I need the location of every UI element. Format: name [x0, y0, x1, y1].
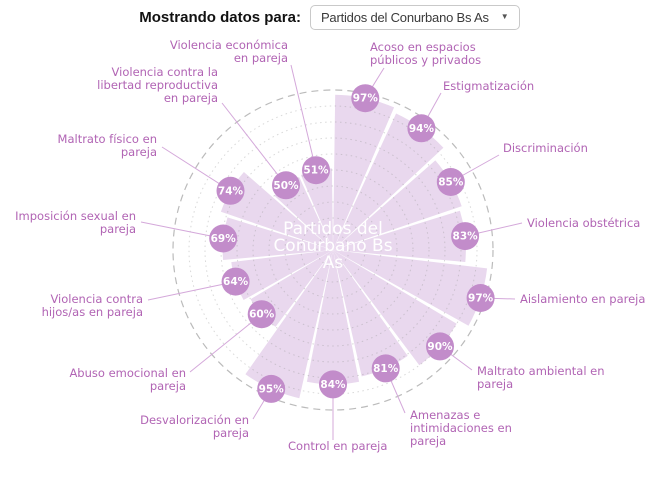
chevron-down-icon: ▼	[500, 12, 509, 21]
region-select[interactable]	[310, 5, 520, 30]
category-label-5: Maltrato ambiental en pareja	[477, 364, 605, 391]
category-label-6: Amenazas e intimidaciones en pareja	[410, 408, 512, 448]
value-badge-label: 74%	[217, 185, 244, 198]
value-badge-label: 60%	[249, 308, 275, 321]
value-badge-label: 83%	[452, 230, 478, 243]
region-select-value: Partidos del Conurbano Bs As	[320, 10, 489, 25]
value-badge-label: 95%	[258, 383, 284, 396]
value-badge-label: 81%	[373, 362, 399, 375]
category-label-1: Estigmatización	[443, 79, 535, 93]
category-label-10: Violencia contra hijos/as en pareja	[41, 292, 143, 319]
value-badge-label: 64%	[223, 276, 249, 289]
value-badge-label: 50%	[273, 179, 299, 192]
category-label-8: Desvalorización en pareja	[140, 413, 249, 440]
category-label-4: Aislamiento en pareja	[520, 292, 646, 306]
category-label-11: Imposición sexual en pareja	[15, 209, 136, 236]
value-badge-label: 97%	[468, 292, 494, 305]
category-label-13: Violencia contra la libertad reproductiva en pareja	[97, 65, 218, 105]
dropdown-label: Mostrando datos para:	[139, 9, 301, 26]
category-label-2: Discriminación	[503, 141, 588, 155]
category-label-9: Abuso emocional en pareja	[69, 366, 186, 393]
category-label-14: Violencia económica en pareja	[169, 38, 288, 65]
value-badge-label: 90%	[427, 340, 453, 353]
chart-center-label: Partidos del Conurbano Bs As	[273, 219, 393, 273]
category-label-12: Maltrato físico en pareja	[57, 132, 157, 159]
category-label-0: Acoso en espacios públicos y privados	[370, 40, 482, 67]
leader-line	[291, 65, 316, 170]
value-badge-label: 94%	[408, 122, 434, 135]
category-label-7: Control en pareja	[288, 439, 388, 453]
value-badge-label: 69%	[210, 233, 236, 245]
leader-line	[222, 103, 286, 185]
value-badge-label: 85%	[438, 176, 464, 189]
value-badge-label: 84%	[320, 378, 346, 391]
value-badge-label: 97%	[352, 92, 378, 105]
category-label-3: Violencia obstétrica	[527, 216, 641, 230]
header	[0, 5, 659, 30]
value-badge-label: 51%	[303, 164, 329, 177]
